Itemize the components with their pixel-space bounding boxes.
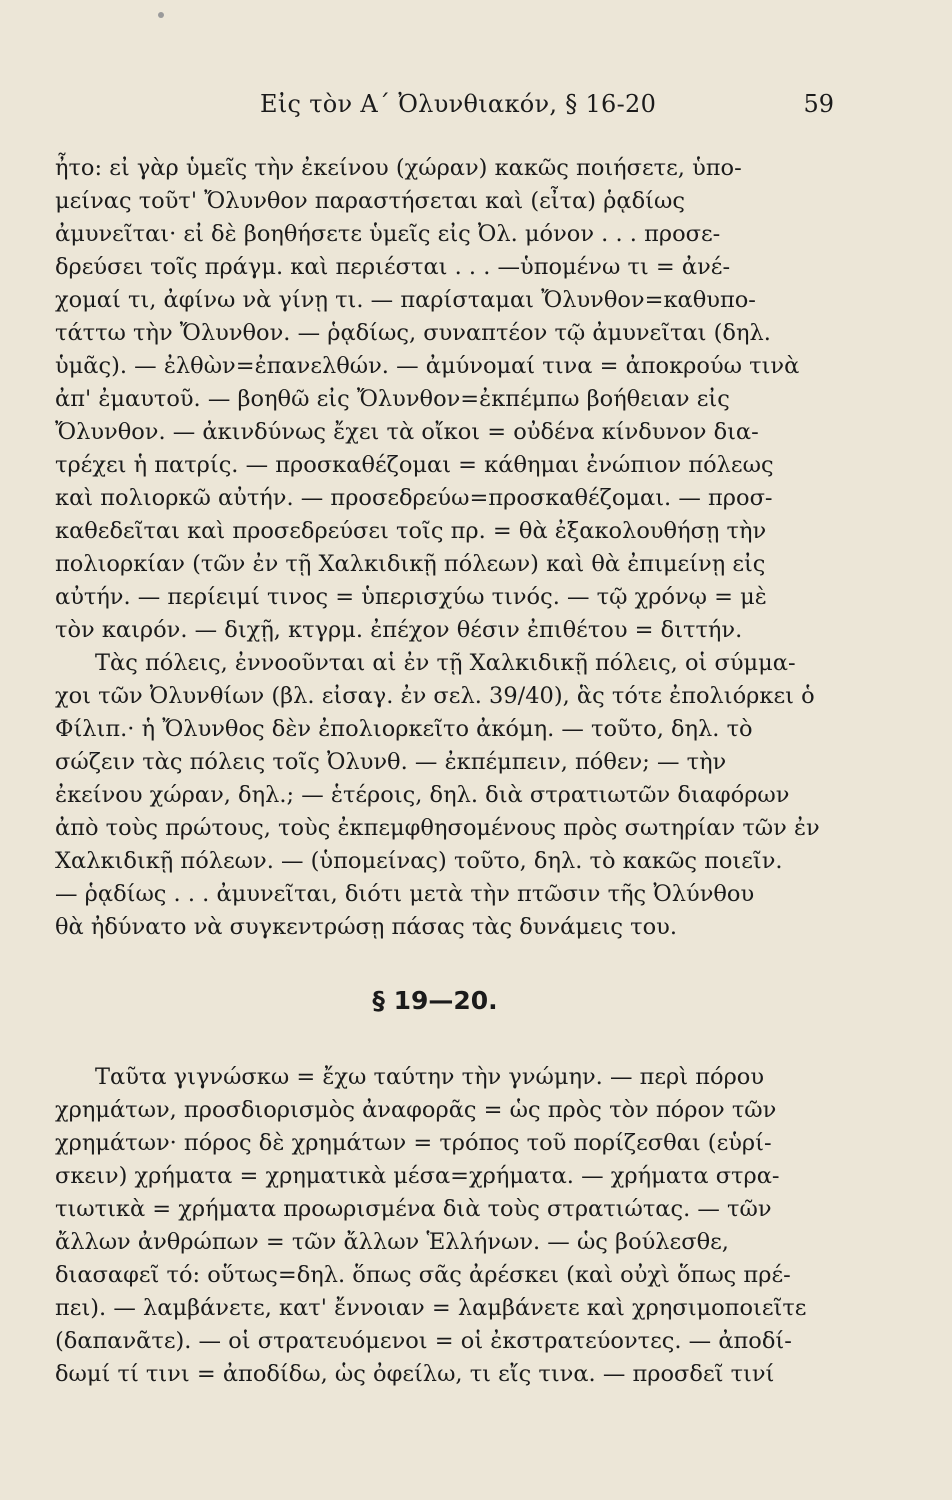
paragraph-commentary-19-20 bbox=[55, 1061, 815, 1391]
text-line: καθεδεῖται καὶ προσεδρεύσει τοῖς πρ. = θὰ ἐξακολουθήσῃ τὴν bbox=[55, 518, 767, 544]
text-line: τιωτικὰ = χρήματα προωρισμένα διὰ τοὺς στρατιώτας. — τῶν bbox=[55, 1196, 772, 1222]
text-line: καὶ πολιορκῶ αὐτήν. — προσεδρεύω=προσκαθέζομαι. — προσ- bbox=[55, 485, 773, 511]
text-line: Χαλκιδικῇ πόλεων. — (ὑπομείνας) τοῦτο, δηλ. τὸ κακῶς ποιεῖν. bbox=[55, 848, 783, 874]
running-title: Εἰς τὸν Α΄ Ὀλυνθιακόν, § 16-20 bbox=[260, 90, 657, 118]
text-line: τὸν καιρόν. — διχῇ, κτγρμ. ἐπέχον θέσιν ἐπιθέτου = διττήν. bbox=[55, 617, 743, 643]
text-line: δρεύσει τοῖς πράγμ. καὶ περιέσται . . . —ὑπομένω τι = ἀνέ- bbox=[55, 254, 731, 280]
text-line: σκειν) χρήματα = χρηματικὰ μέσα=χρήματα. — χρήματα στρα- bbox=[55, 1163, 780, 1189]
text-line: χοι τῶν Ὀλυνθίων (βλ. εἰσαγ. ἐν σελ. 39/40), ἃς τότε ἐπολιόρκει ὁ bbox=[55, 683, 815, 709]
ink-spot bbox=[158, 12, 164, 18]
text-line: ἀμυνεῖται· εἰ δὲ βοηθήσετε ὑμεῖς εἰς Ὀλ. μόνον . . . προσε- bbox=[55, 221, 721, 247]
page-number: 59 bbox=[803, 90, 834, 118]
text-line: Ταῦτα γιγνώσκω = ἔχω ταύτην τὴν γνώμην. — περὶ πόρου bbox=[95, 1064, 765, 1090]
text-line: Φίλιπ.· ἡ Ὄλυνθος δὲν ἐπολιορκεῖτο ἀκόμη. — τοῦτο, δηλ. τὸ bbox=[55, 716, 753, 742]
page-header bbox=[0, 88, 952, 128]
text-line: τάττω τὴν Ὄλυνθον. — ῥᾳδίως, συναπτέον τῷ ἀμυνεῖται (δηλ. bbox=[55, 320, 771, 346]
text-line: θὰ ἠδύνατο νὰ συγκεντρώσῃ πάσας τὰς δυνάμεις του. bbox=[55, 914, 677, 940]
text-line: πει). — λαμβάνετε, κατ' ἔννοιαν = λαμβάνετε καὶ χρησιμοποιεῖτε bbox=[55, 1295, 807, 1321]
text-line: (δαπανᾶτε). — οἱ στρατευόμενοι = οἱ ἐκστρατεύοντες. — ἀποδί- bbox=[55, 1328, 792, 1354]
text-line: πολιορκίαν (τῶν ἐν τῇ Χαλκιδικῇ πόλεων) καὶ θὰ ἐπιμείνῃ εἰς bbox=[55, 551, 766, 577]
page-body bbox=[55, 152, 820, 1391]
text-line: δωμί τί τινι = ἀποδίδω, ὡς ὀφείλω, τι εἴς τινα. — προσδεῖ τινί bbox=[55, 1361, 775, 1387]
text-line: ἄλλων ἀνθρώπων = τῶν ἄλλων Ἑλλήνων. — ὡς βούλεσθε, bbox=[55, 1229, 729, 1255]
text-line: Τὰς πόλεις, ἐννοοῦνται αἱ ἐν τῇ Χαλκιδικῇ πόλεις, οἱ σύμμα- bbox=[95, 650, 796, 676]
text-line: μείνας τοῦτ' Ὄλυνθον παραστήσεται καὶ (εἶτα) ῥᾳδίως bbox=[55, 188, 685, 214]
section-heading: § 19—20. bbox=[372, 986, 498, 1015]
text-line: σώζειν τὰς πόλεις τοῖς Ὀλυνθ. — ἐκπέμπειν, πόθεν; — τὴν bbox=[55, 749, 727, 775]
text-line: χομαί τι, ἀφίνω νὰ γίνῃ τι. — παρίσταμαι Ὄλυνθον=καθυπο- bbox=[55, 287, 756, 313]
text-line: χρημάτων· πόρος δὲ χρημάτων = τρόπος τοῦ πορίζεσθαι (εὑρί- bbox=[55, 1130, 772, 1156]
text-line: ἐκείνου χώραν, δηλ.; — ἑτέροις, δηλ. διὰ στρατιωτῶν διαφόρων bbox=[55, 782, 790, 808]
text-line: τρέχει ἡ πατρίς. — προσκαθέζομαι = κάθημαι ἐνώπιον πόλεως bbox=[55, 452, 774, 478]
text-line: — ῥᾳδίως . . . ἀμυνεῖται, διότι μετὰ τὴν πτῶσιν τῆς Ὀλύνθου bbox=[55, 881, 755, 907]
text-line: αὐτήν. — περίειμί τινος = ὑπερισχύω τινός. — τῷ χρόνῳ = μὲ bbox=[55, 584, 767, 610]
text-line: ὑμᾶς). — ἐλθὼν=ἐπανελθών. — ἀμύνομαί τινα = ἀποκρούω τινὰ bbox=[55, 353, 800, 379]
paragraph-commentary-cities bbox=[55, 647, 820, 944]
text-line: διασαφεῖ τό: οὕτως=δηλ. ὅπως σᾶς ἀρέσκει (καὶ οὐχὶ ὅπως πρέ- bbox=[55, 1262, 791, 1288]
text-line: Ὄλυνθον. — ἀκινδύνως ἔχει τὰ οἴκοι = οὐδένα κίνδυνον δια- bbox=[55, 419, 759, 445]
text-line: ἀπ' ἐμαυτοῦ. — βοηθῶ εἰς Ὄλυνθον=ἐκπέμπω βοήθειαν εἰς bbox=[55, 386, 730, 412]
text-line: ἀπὸ τοὺς πρώτους, τοὺς ἐκπεμφθησομένους πρὸς σωτηρίαν τῶν ἐν bbox=[55, 815, 820, 841]
text-line: ἦτο: εἰ γὰρ ὑμεῖς τὴν ἐκείνου (χώραν) κακῶς ποιήσετε, ὑπο- bbox=[55, 155, 742, 181]
text-line: χρημάτων, προσδιορισμὸς ἀναφορᾶς = ὡς πρὸς τὸν πόρον τῶν bbox=[55, 1097, 777, 1123]
paragraph-commentary-16-18 bbox=[55, 152, 815, 647]
